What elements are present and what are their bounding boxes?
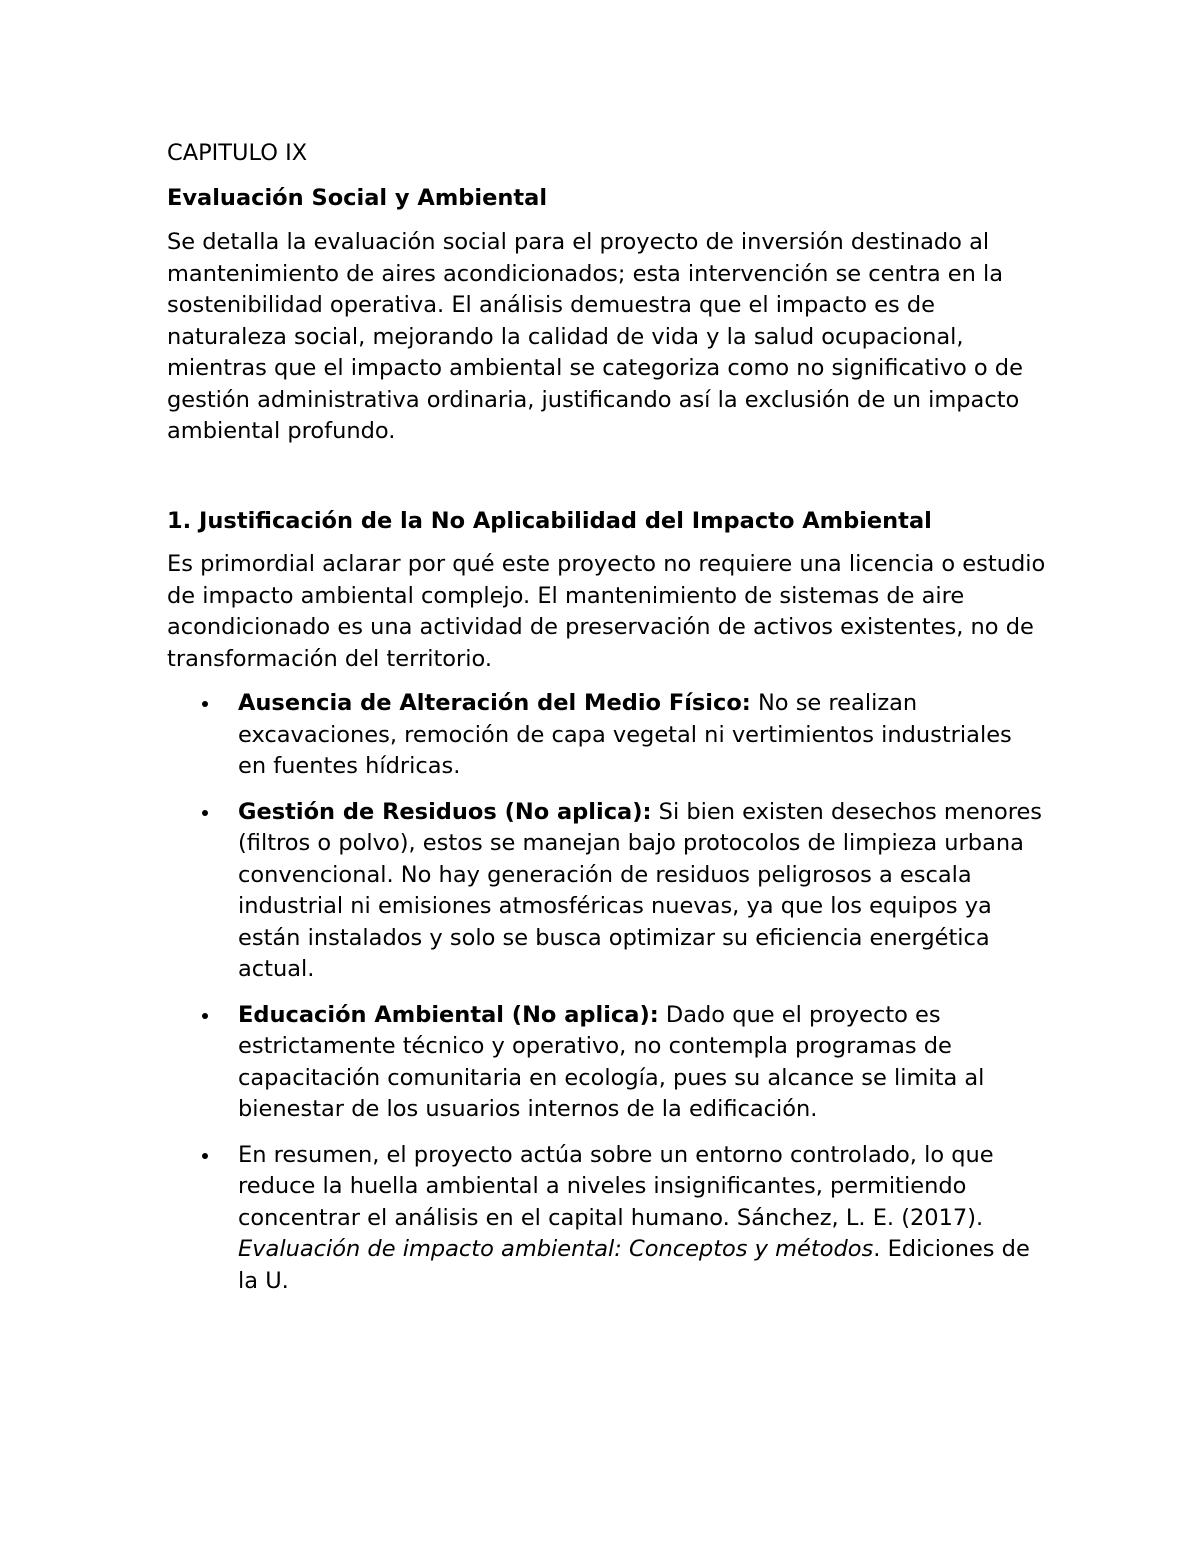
bullet-text: Dado que el proyecto es estrictamente técnico y operativo, no contempla programas de capacitación comunitaria en ecología, pues su alcance se limita al bienestar de los usuarios internos de la edificación. bbox=[238, 1001, 985, 1122]
intro-paragraph: Se detalla la evaluación social para el proyecto de inversión destinado al mantenimiento de aires acondicionados; esta intervención se centra en la sostenibilidad operativa. El análisis demuestra que el impacto es de naturaleza social, mejorando la calidad de vida y la salud ocupacional, mientras que el impacto ambiental se categoriza como no significativo o de gestión administrativa ordinaria, justificando así la exclusión de un impacto ambiental profundo. bbox=[167, 229, 1023, 444]
summary-text: En resumen, el proyecto actúa sobre un entorno controlado, lo que reduce la huella ambiental a niveles insignificantes, permitiendo concentrar el análisis en el capital humano. Sánchez, L. E. (2017). bbox=[238, 1141, 994, 1231]
list-item bbox=[167, 797, 1047, 986]
bullet-icon bbox=[202, 701, 208, 707]
citation-title: Evaluación de impacto ambiental: Conceptos y métodos bbox=[238, 1236, 874, 1262]
bullet-icon bbox=[202, 1013, 208, 1019]
document-body bbox=[167, 138, 1047, 1311]
list-item bbox=[167, 1140, 1047, 1298]
bullet-icon bbox=[202, 810, 208, 816]
bullet-list bbox=[167, 688, 1047, 1297]
list-item bbox=[167, 1000, 1047, 1126]
bullet-text: Si bien existen desechos menores (filtros o polvo), estos se manejan bajo protocolos de limpieza urbana convencional. No hay generación de residuos peligrosos a escala industrial ni emisiones atmosféricas nuevas, ya que los equipos ya están instalados y solo se busca optimizar su eficiencia energética actual. bbox=[238, 798, 1043, 982]
document-title: Evaluación Social y Ambiental bbox=[167, 184, 548, 211]
bullet-icon bbox=[202, 1153, 208, 1159]
citation-tail: . Ediciones de la U. bbox=[238, 1236, 1030, 1294]
section-paragraph: Es primordial aclarar por qué este proyecto no requiere una licencia o estudio de impacto ambiental complejo. El mantenimiento de sistemas de aire acondicionado es una actividad de preservación de activos existentes, no de transformación del territorio. bbox=[167, 551, 1046, 672]
bullet-text: No se realizan excavaciones, remoción de capa vegetal ni vertimientos industriales en fuentes hídricas. bbox=[238, 690, 1012, 779]
bullet-label: Gestión de Residuos (No aplica): bbox=[238, 798, 652, 825]
bullet-label: Educación Ambiental (No aplica): bbox=[238, 1001, 659, 1028]
list-item bbox=[167, 688, 1047, 783]
bullet-label: Ausencia de Alteración del Medio Físico: bbox=[238, 690, 751, 716]
chapter-label: CAPITULO IX bbox=[167, 140, 308, 166]
section-heading: 1. Justificación de la No Aplicabilidad del Impacto Ambiental bbox=[167, 507, 932, 534]
